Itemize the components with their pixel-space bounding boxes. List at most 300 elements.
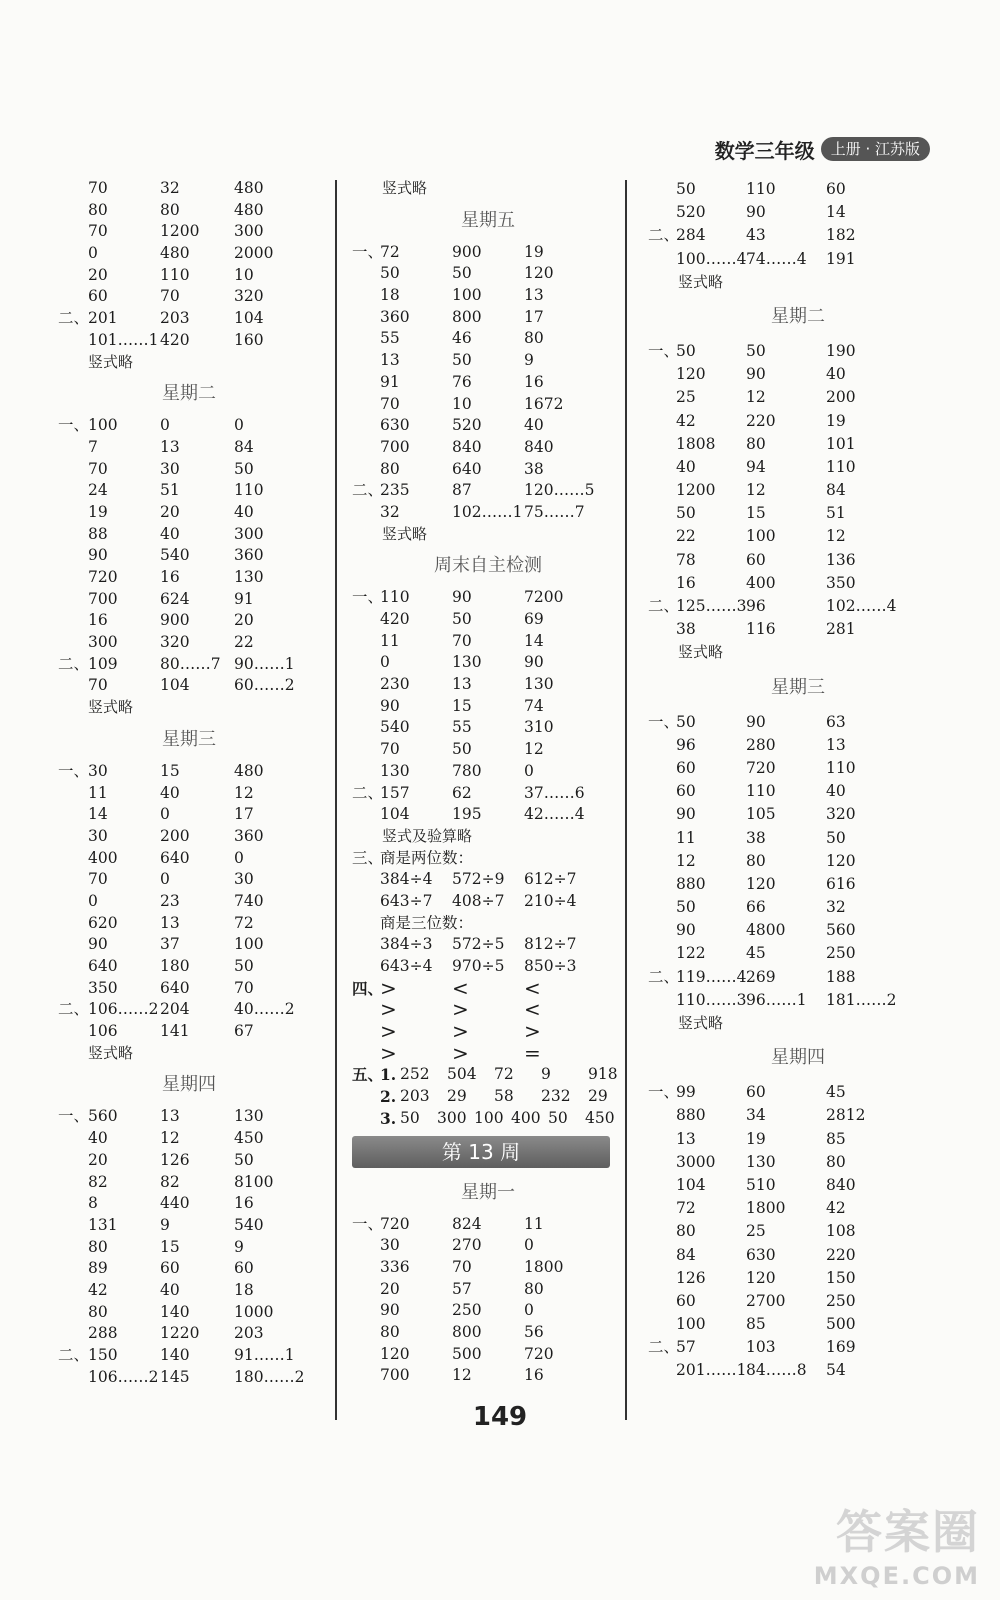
division-expression: 612÷7 [524, 870, 577, 889]
answer-value: 18 [380, 286, 400, 305]
weekend-test-heading: 周末自主检测 [434, 555, 542, 577]
answer-row [352, 394, 624, 416]
answer-value: 0 [234, 848, 244, 867]
answer-value: 50 [380, 264, 400, 283]
answer-row [58, 654, 320, 676]
answer-row [58, 567, 320, 589]
answer-row [648, 363, 948, 386]
edition-badge: 上册 · 江苏版 [821, 137, 930, 161]
answer-value: 91 [234, 589, 254, 608]
answer-value: 130 [746, 1152, 776, 1171]
answer-row [58, 589, 320, 611]
answer-value: 15 [160, 761, 180, 780]
answer-value: 70 [88, 870, 108, 889]
answer-value: 50 [452, 351, 472, 370]
answer-value: 520 [452, 416, 482, 435]
answer-value: 880 [676, 1106, 706, 1125]
answer-row [352, 696, 624, 718]
comparison-row [352, 999, 624, 1021]
answer-value: 110 [746, 180, 776, 198]
answer-value: 100 [88, 416, 118, 435]
answer-row [648, 178, 948, 201]
answer-value: 180 [160, 957, 190, 975]
answer-row [352, 739, 624, 761]
answer-value: 520 [676, 203, 706, 222]
answer-value: 320 [234, 287, 264, 306]
answer-value: 130 [234, 1107, 264, 1126]
answer-value: 103 [746, 1338, 776, 1357]
answer-value: 195 [452, 805, 482, 824]
answer-value: 45 [826, 1083, 846, 1102]
answer-value: 13 [826, 735, 846, 754]
answer-value: 50 [676, 504, 696, 523]
answer-value: 40……2 [234, 1000, 295, 1019]
answer-value: 180……2 [234, 1367, 305, 1386]
answer-value: 336 [380, 1257, 410, 1276]
answer-value: 119……4 [676, 967, 747, 986]
answer-value: 203 [400, 1087, 430, 1106]
answer-value: 88 [88, 524, 108, 543]
answer-value: 204 [160, 1000, 190, 1019]
answer-value: 13 [676, 1129, 696, 1148]
answer-value: 700 [88, 589, 118, 608]
answer-row [648, 525, 948, 548]
answer-row [58, 480, 320, 502]
answer-value: 12 [524, 740, 544, 759]
answer-value: 57 [452, 1279, 472, 1298]
answer-value: 0 [234, 416, 244, 435]
answer-value: 540 [380, 718, 410, 737]
answer-value: 140 [160, 1302, 190, 1321]
answer-value: 1200 [676, 481, 716, 500]
section-marker: 五、 [352, 1065, 384, 1085]
answer-value: 157 [380, 783, 410, 802]
answer-value: 87 [452, 481, 472, 500]
omitted-note: 竖式略 [88, 698, 134, 717]
answer-value: 201……1 [676, 1361, 747, 1380]
answer-value: 203 [234, 1324, 264, 1343]
answer-value: 19 [88, 502, 108, 521]
answer-value: 80 [160, 200, 180, 219]
answer-block [58, 1106, 320, 1388]
answer-value: 560 [88, 1107, 118, 1126]
omitted-note: 竖式略 [88, 1043, 134, 1062]
answer-value: 141 [160, 1022, 190, 1041]
answer-value: 720 [88, 568, 118, 586]
answer-value: 15 [160, 1237, 180, 1256]
answer-value: 106……2 [88, 1367, 159, 1386]
answer-value: 90 [380, 1301, 400, 1320]
answer-value: 90 [746, 712, 766, 731]
section-marker: 一、 [352, 242, 384, 261]
answer-value: 13 [452, 675, 472, 694]
answer-value: 150 [88, 1346, 118, 1364]
answer-value: 780 [452, 761, 482, 780]
answer-row [352, 242, 624, 264]
answer-row [352, 1300, 624, 1322]
answer-value: 91 [380, 372, 400, 391]
answer-value: 1220 [160, 1324, 200, 1343]
comparison-row [352, 1021, 624, 1043]
answer-row [58, 848, 320, 870]
answer-value: 19 [826, 411, 846, 430]
answer-value: 190 [826, 341, 856, 360]
answer-value: 94 [746, 457, 766, 476]
answer-value: 11 [88, 783, 108, 802]
answer-value: 1800 [524, 1257, 564, 1276]
answer-row [648, 919, 948, 942]
answer-value: 480 [234, 761, 264, 780]
answer-value: 500 [826, 1315, 856, 1334]
answer-value: 12 [452, 1366, 472, 1385]
answer-value: 12 [234, 783, 254, 802]
answer-value: 116 [746, 620, 776, 639]
answer-value: 90……1 [234, 654, 295, 673]
watermark-text: 答案圈 [836, 1505, 980, 1559]
answer-value: 30 [160, 459, 180, 478]
answer-value: 99 [676, 1083, 696, 1102]
answer-value: 78 [676, 550, 696, 569]
answer-value: 12 [826, 527, 846, 546]
answer-column-1 [58, 178, 320, 1388]
answer-value: 840 [524, 437, 554, 456]
answer-value: 80 [380, 459, 400, 478]
page-number: 149 [472, 1402, 528, 1432]
answer-value: 1200 [160, 222, 200, 241]
answer-value: 16 [524, 372, 544, 391]
answer-value: 270 [452, 1236, 482, 1255]
answer-row [58, 934, 320, 956]
answer-value: 120 [826, 851, 856, 870]
day-heading: 星期四 [162, 1074, 216, 1096]
answer-value: 740 [234, 891, 264, 910]
answer-value: 9 [524, 351, 534, 370]
column-divider-left [335, 180, 337, 1420]
answer-block [648, 178, 948, 271]
answer-row [58, 437, 320, 459]
answer-value: 17 [524, 307, 544, 326]
answer-value: 182 [826, 226, 856, 245]
week-banner: 第 13 周 [352, 1136, 610, 1168]
answer-value: 0 [160, 805, 170, 824]
answer-row [648, 340, 948, 363]
answer-value: 104 [380, 805, 410, 824]
answer-row [352, 328, 624, 350]
answer-row [352, 415, 624, 437]
answer-block [58, 415, 320, 697]
answer-row [58, 1302, 320, 1324]
answer-value: 11 [380, 631, 400, 650]
answer-value: 54 [826, 1361, 846, 1380]
day-heading: 星期四 [771, 1047, 825, 1069]
item-number: 3. [380, 1108, 397, 1128]
answer-value: 90 [452, 588, 472, 607]
answer-value: 40 [234, 502, 254, 521]
answer-value: 70 [452, 631, 472, 650]
answer-value: 30 [234, 870, 254, 889]
answer-row [648, 1313, 948, 1336]
answer-value: 120 [746, 1268, 776, 1287]
answer-value: 80 [524, 1279, 544, 1298]
answer-value: 145 [160, 1367, 190, 1386]
division-expression: 970÷5 [452, 957, 505, 975]
watermark-logo [814, 1496, 980, 1590]
answer-row [58, 1193, 320, 1215]
answer-row [648, 410, 948, 433]
division-expression: 408÷7 [452, 891, 505, 910]
comparison-sign: = [524, 1040, 541, 1065]
answer-row [58, 1150, 320, 1172]
comparison-sign: > [380, 975, 397, 1000]
answer-value: 20 [160, 502, 180, 521]
answer-value: 40 [676, 457, 696, 476]
answer-value: 300 [234, 524, 264, 543]
answer-value: 80 [88, 1237, 108, 1256]
answer-value: 70 [452, 1257, 472, 1276]
answer-value: 37……6 [524, 783, 585, 802]
answer-block [352, 587, 624, 826]
answer-value: 102……1 [452, 502, 523, 521]
answer-value: 101……1 [88, 330, 159, 349]
answer-value: 50 [746, 341, 766, 360]
answer-row [648, 734, 948, 757]
answer-value: 19 [524, 242, 544, 261]
section-marker: 二、 [648, 967, 680, 986]
answer-value: 250 [826, 1291, 856, 1310]
day-heading: 星期五 [461, 209, 515, 231]
answer-row [648, 850, 948, 873]
answer-value: 191 [826, 249, 856, 268]
answer-column-3 [648, 178, 948, 1383]
answer-value: 360 [234, 546, 264, 565]
answer-value: 63 [826, 712, 846, 731]
answer-value: 30 [88, 761, 108, 780]
comparison-block [352, 975, 624, 1065]
answer-value: 131 [88, 1215, 118, 1234]
answer-value: 16 [88, 611, 108, 630]
answer-value: 34 [746, 1106, 766, 1125]
answer-row [352, 1322, 624, 1344]
answer-row [352, 631, 624, 653]
comparison-row [352, 1040, 624, 1065]
answer-value: 918 [588, 1065, 618, 1084]
answer-value: 50 [234, 957, 254, 975]
answer-block [58, 178, 320, 352]
answer-row [58, 1367, 320, 1389]
answer-row [58, 1172, 320, 1194]
answer-row [58, 1021, 320, 1043]
comparison-sign: < [452, 975, 469, 1000]
answer-row [58, 1106, 320, 1128]
section-marker: 一、 [648, 341, 680, 360]
answer-value: 80 [88, 200, 108, 219]
answer-row [58, 308, 320, 330]
answer-value: 7200 [524, 588, 564, 607]
answer-value: 169 [826, 1338, 856, 1357]
answer-value: 80 [746, 434, 766, 453]
answer-value: 100 [452, 286, 482, 305]
answer-value: 40 [160, 524, 180, 543]
answer-value: 203 [160, 309, 190, 328]
answer-value: 90 [380, 696, 400, 715]
division-expression: 572÷9 [452, 870, 505, 889]
answer-value: 76 [452, 372, 472, 391]
answer-row [648, 827, 948, 850]
answer-row [648, 1081, 948, 1104]
answer-value: 50 [452, 740, 472, 759]
answer-value: 640 [160, 978, 190, 997]
answer-value: 90 [746, 203, 766, 222]
answer-row [648, 1174, 948, 1197]
answer-row [58, 1237, 320, 1259]
answer-value: 51 [826, 504, 846, 523]
answer-value: 101 [826, 434, 856, 453]
answer-value: 120……5 [524, 481, 595, 500]
answer-value: 13 [160, 1107, 180, 1126]
answer-value: 400 [746, 573, 776, 592]
answer-value: 60 [676, 1291, 696, 1310]
answer-row [648, 873, 948, 896]
answer-value: 40 [826, 782, 846, 801]
section-marker: 一、 [648, 1083, 680, 1102]
answer-value: 400 [88, 848, 118, 867]
division-expression: 643÷7 [380, 891, 433, 910]
answer-row [352, 761, 624, 783]
answer-value: 60 [234, 1259, 254, 1278]
answer-row [58, 524, 320, 546]
division-row [352, 934, 624, 956]
comparison-sign: > [380, 1019, 397, 1044]
answer-value: 110……3 [676, 990, 747, 1009]
answer-value: 104 [234, 309, 264, 328]
answer-value: 105 [746, 805, 776, 824]
answer-value: 136 [826, 550, 856, 569]
answer-value: 70 [380, 740, 400, 759]
answer-value: 120 [380, 1344, 410, 1363]
answer-row [58, 804, 320, 826]
answer-value: 840 [452, 437, 482, 456]
answer-value: 42 [826, 1199, 846, 1218]
answer-value: 9 [234, 1237, 244, 1256]
answer-value: 110 [826, 758, 856, 777]
answer-value: 13 [160, 913, 180, 932]
answer-value: 10 [234, 265, 254, 284]
answer-value: 16 [234, 1194, 254, 1213]
answer-row [352, 1257, 624, 1279]
answer-value: 50 [676, 898, 696, 917]
section-marker: 一、 [58, 761, 90, 780]
answer-value: 72 [676, 1199, 696, 1218]
answer-value: 0 [88, 244, 98, 263]
division-expression: 643÷4 [380, 957, 433, 975]
omitted-note: 竖式略 [88, 352, 134, 371]
answer-value: 82 [160, 1172, 180, 1191]
answer-value: 510 [746, 1175, 776, 1194]
answer-value: 85 [746, 1315, 766, 1334]
answer-value: 32 [826, 898, 846, 917]
omitted-note: 竖式略 [678, 643, 724, 662]
page-header [715, 134, 930, 164]
answer-row [58, 913, 320, 935]
answer-value: 60 [676, 758, 696, 777]
section-marker: 二、 [648, 597, 680, 615]
answer-row [352, 674, 624, 696]
answer-row [648, 1197, 948, 1220]
answer-value: 19 [746, 1129, 766, 1148]
comparison-row [352, 975, 624, 1000]
answer-value: 70 [88, 459, 108, 478]
answer-value: 70 [234, 978, 254, 997]
answer-row [648, 1151, 948, 1174]
answer-row [58, 1280, 320, 1302]
answer-value: 62 [452, 783, 472, 802]
answer-row [352, 459, 624, 481]
answer-value: 125……3 [676, 597, 747, 615]
answer-value: 350 [88, 978, 118, 997]
day-heading: 星期一 [461, 1181, 515, 1203]
section-marker: 一、 [352, 588, 384, 607]
answer-value: 30 [88, 826, 108, 845]
answer-value: 630 [746, 1245, 776, 1264]
answer-block [648, 340, 948, 641]
answer-value: 37 [160, 935, 180, 954]
answer-value: 45 [746, 944, 766, 963]
answer-value: 2700 [746, 1291, 786, 1310]
answer-value: 50 [234, 1150, 254, 1169]
answer-value: 14 [524, 631, 544, 650]
answer-value: 60 [746, 1083, 766, 1102]
answer-value: 90 [746, 365, 766, 384]
section-marker: 二、 [58, 1346, 90, 1364]
comparison-sign: < [524, 997, 541, 1022]
answer-value: 120 [676, 365, 706, 384]
answer-value: 120 [524, 264, 554, 283]
answer-value: 235 [380, 481, 410, 500]
answer-value: 300 [234, 222, 264, 241]
answer-value: 110 [380, 588, 410, 607]
answer-value: 100 [676, 1315, 706, 1334]
answer-value: 74 [524, 696, 544, 715]
answer-row [58, 502, 320, 524]
answer-value: 25 [676, 388, 696, 407]
answer-value: 0 [524, 1236, 534, 1255]
answer-value: 90 [524, 653, 544, 672]
answer-value: 60……2 [234, 676, 295, 695]
answer-row [648, 896, 948, 919]
answer-value: 25 [746, 1222, 766, 1241]
answer-value: 300 [88, 633, 118, 652]
answer-row [58, 330, 320, 352]
answer-value: 12 [676, 851, 696, 870]
answer-row [352, 437, 624, 459]
answer-value: 232 [541, 1087, 571, 1106]
answer-value: 82 [88, 1172, 108, 1191]
answer-row [648, 456, 948, 479]
section-marker: 二、 [352, 783, 384, 802]
answer-row [352, 717, 624, 739]
answer-value: 200 [826, 388, 856, 407]
answer-value: 84……8 [746, 1361, 807, 1380]
answer-value: 480 [234, 179, 264, 197]
answer-value: 108 [826, 1222, 856, 1241]
answer-value: 84 [826, 481, 846, 500]
answer-value: 70 [88, 676, 108, 695]
answer-value: 1808 [676, 434, 716, 453]
answer-value: 9 [160, 1215, 170, 1234]
answer-value: 40 [88, 1129, 108, 1148]
answer-value: 80 [380, 1322, 400, 1341]
answer-row [58, 956, 320, 978]
